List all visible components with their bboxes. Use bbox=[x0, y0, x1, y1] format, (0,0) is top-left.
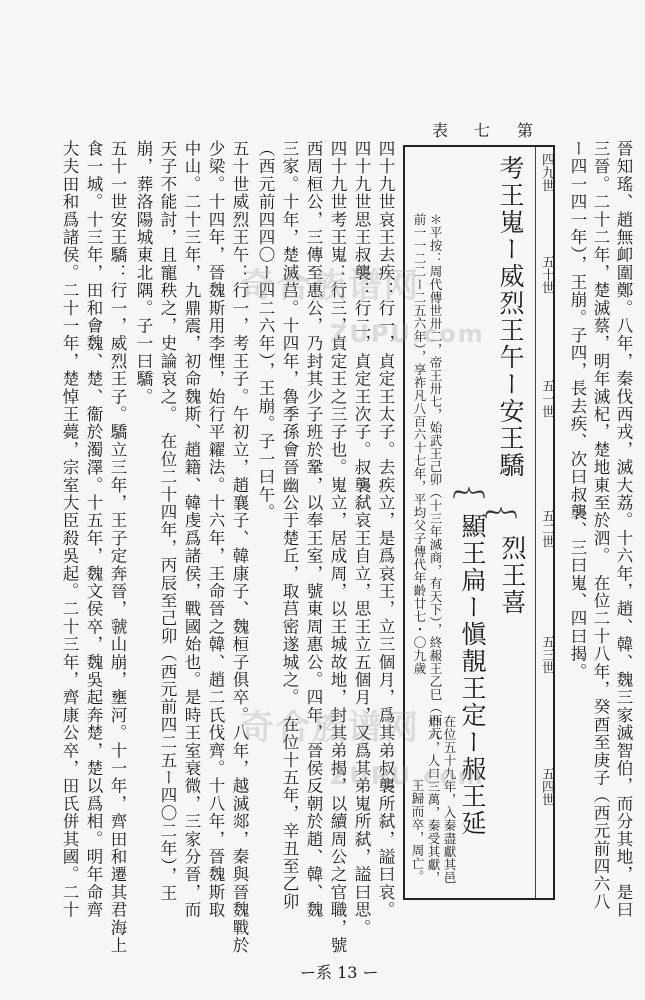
brace-icon: ︷ bbox=[485, 484, 518, 522]
generation-label: 五三世 bbox=[539, 635, 554, 674]
reign-note: 在位五十九年，入秦盡獻其邑 bbox=[442, 715, 457, 884]
text-column: 大夫田和爲諸侯。二十一年，楚悼王薨，宗室大臣殺吳起。二十三年，齊康公卒，田氏併其國。二十 bbox=[60, 140, 79, 919]
watermark-logo: 奇合族谱网 bbox=[240, 708, 420, 748]
header-di: 第 bbox=[517, 121, 534, 140]
text-column: 天子不能討，且寵秩之，史論哀之。 在位二十四年，丙辰至己卯（西元前四二五ー四〇二年），王 bbox=[158, 140, 177, 903]
generation-label: 五十世 bbox=[539, 255, 554, 294]
text-column: ー四一四一年），王崩。子四，長去疾、次曰叔襲、三曰嵬、四曰揭。 bbox=[568, 140, 587, 681]
text-column: （西元前四四〇ー四二六年），王崩。子一曰午。 bbox=[256, 140, 275, 522]
footnote: ＊平按：周代傳世卅二，帝王卅七，始武王己卯（十三年滅商，有天下），終赧王乙巳（西元 bbox=[428, 213, 443, 740]
watermark-logo: 奇合族谱网 bbox=[240, 266, 420, 306]
main-lineage: 考王嵬ー威烈王午ー安王驕 bbox=[496, 155, 525, 479]
text-column: 晉知瑤、趙無卹圍鄭。八年，秦伐西戎，滅大荔。十六年，趙、韓、魏三家滅智伯，而分其地，是曰 bbox=[614, 140, 633, 919]
text-column: 中山。二十三年，九鼎震，初命魏斯、趙籍、韓虔爲諸侯，戰國始也。是時王室衰微，三家分晉，而 bbox=[182, 140, 201, 919]
header-biao: 表 bbox=[432, 121, 449, 140]
reign-note: 王歸而卒，周亡。 bbox=[410, 779, 425, 883]
generation-label: 四九世 bbox=[539, 153, 554, 192]
text-column: 三晉。二十二年，楚滅蔡，明年滅杞，楚地東至於泗。 在位二十八年，癸酉至庚子（西元前四六八 bbox=[591, 140, 610, 911]
footnote: 前一一二二ー二五六年），享祚凡八百六十七年，平均父子傳代年齡廿七・〇九歲 bbox=[412, 213, 427, 675]
branch-lineage: 顯王扁ー愼靚王定ー赧王延 bbox=[458, 513, 487, 837]
generation-label: 五一世 bbox=[539, 379, 554, 418]
text-column: 四十九世思王叔襲：行二，貞定王次子。叔襲弑哀王自立，思王立五個月，又爲其弟嵬所弑，謚曰思。 bbox=[352, 140, 371, 937]
header-qi: 七 bbox=[474, 121, 491, 140]
text-column: 五十世威烈王午：行一，考王子。午初立，趙襄子、韓康子、魏桓子俱卒。八年，越滅郯，秦與晉魏戰於 bbox=[230, 140, 249, 955]
brace-icon: ︷ bbox=[453, 464, 486, 502]
text-column: 四十九世考王嵬：行三，貞定王之三子也。嵬立，居成周，以王城故地，封其弟揭，以續周公之官職，號 bbox=[328, 140, 347, 955]
reign-note: 卅六，人口三萬，秦受其獻， bbox=[426, 715, 441, 884]
page-number: ー系 13 ー bbox=[300, 963, 379, 982]
text-column: 五十一世安王驕：行一，威烈王子。驕立三年，王子定奔晉，虢山崩，壅河。十一年，齊田和遷其君海上 bbox=[108, 140, 127, 955]
text-column: 少梁。十四年，晉魏斯用李悝，始行平糴法。十六年，王命晉之韓、趙二氏伐齊。十八年，晉魏斯取 bbox=[206, 140, 225, 919]
watermark-logo: ZUPU.com bbox=[330, 320, 485, 348]
text-column: 西周桓公，三傳至惠公，乃封其少子班於鞏，以奉王室，號東周惠公。四年，晉侯反朝於趙、韓、魏 bbox=[304, 140, 323, 919]
text-column: 崩，葬洛陽城東北隅。子一曰驕。 bbox=[134, 140, 153, 406]
text-column: 四十九世哀王去疾：行一，貞定王太子。去疾立，是爲哀王，立三個月，爲其弟叔襲所弑，謚曰哀。 bbox=[376, 140, 395, 919]
generation-row bbox=[535, 147, 556, 898]
generation-label: 五二世 bbox=[539, 509, 554, 548]
branch-lineage: 烈王喜 bbox=[498, 535, 527, 616]
text-column: 三家。十年，楚滅莒。十四年，魯季孫會晉幽公于楚丘，取莒密遂城之。 在位十五年，辛丑至乙卯 bbox=[280, 140, 299, 911]
generation-label: 五四世 bbox=[539, 767, 554, 806]
watermark-logo: ZUPU.com bbox=[330, 762, 485, 790]
text-column: 食一城。十三年，田和會魏、楚、衞於濁澤。十五年，魏文侯卒，魏吳起奔楚，楚以爲相。明年命齊 bbox=[84, 140, 103, 919]
